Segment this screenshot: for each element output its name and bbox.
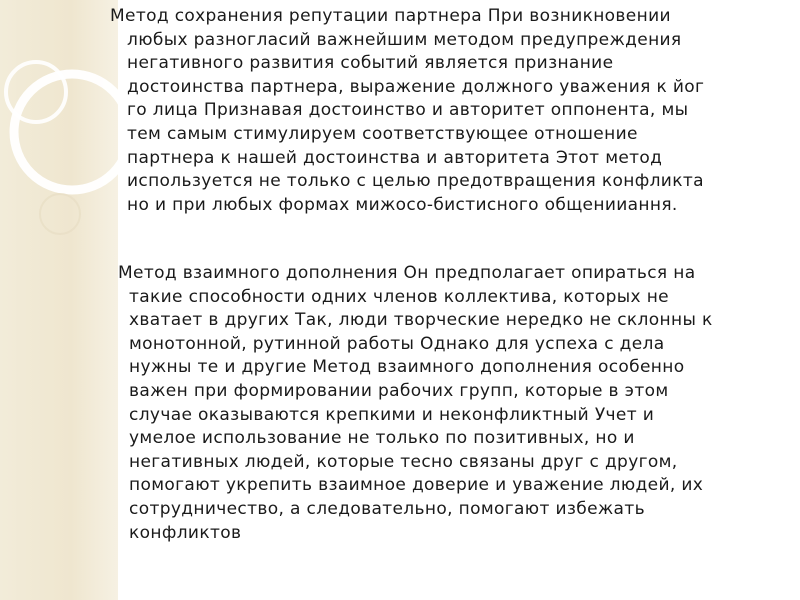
paragraph-reputation-method bbox=[110, 5, 780, 217]
paragraph-line: го лица Признавая достоинство и авторитет оппонента, мы bbox=[127, 100, 689, 121]
paragraph-line: достоинства партнера, выражение должного уважения к йог bbox=[127, 76, 705, 97]
paragraph-line: конфликтов bbox=[129, 522, 242, 543]
paragraph-line: нужны те и другие Метод взаимного дополнения особенно bbox=[129, 357, 685, 378]
paragraph-line: умелое использование не только по позитивных, но и bbox=[129, 428, 635, 449]
paragraph-line: но и при любых формах мижосо-бистисного общенииання. bbox=[127, 194, 678, 215]
paragraph-line: такие способности одних членов коллектива, которых не bbox=[129, 286, 669, 307]
paragraph-line: Метод взаимного дополнения Он предполагает опираться на bbox=[118, 263, 696, 283]
paragraph-line: партнера к нашей достоинства и авторитета Этот метод bbox=[127, 147, 663, 168]
paragraph-line: тем самым стимулируем соответствующее отношение bbox=[127, 123, 638, 144]
paragraph-line: случае оказываются крепкими и неконфликтный Учет и bbox=[129, 404, 655, 425]
paragraph-mutual-complement-method bbox=[112, 262, 788, 545]
paragraph-line: хватает в других Так, люди творческие нередко не склонны к bbox=[129, 310, 713, 331]
paragraph-line: важен при формировании рабочих групп, которые в этом bbox=[129, 380, 669, 401]
decorative-ring-tiny bbox=[40, 194, 80, 234]
paragraph-line: Метод сохранения репутации партнера При возникновении bbox=[110, 6, 671, 26]
paragraph-line: используется не только с целью предотвращения конфликта bbox=[127, 171, 704, 192]
paragraph-line: монотонной, рутинной работы Однако для успеха с дела bbox=[129, 333, 665, 354]
paragraph-line: любых разногласий важнейшим методом предупреждения bbox=[127, 29, 682, 50]
paragraph-line: негативных людей, которые тесно связаны друг с другом, bbox=[129, 451, 678, 472]
paragraph-line: негативного развития событий является признание bbox=[127, 53, 614, 74]
paragraph-line: сотрудничество, а следовательно, помогают избежать bbox=[129, 498, 645, 519]
paragraph-line: помогают укрепить взаимное доверие и уважение людей, их bbox=[129, 475, 704, 496]
